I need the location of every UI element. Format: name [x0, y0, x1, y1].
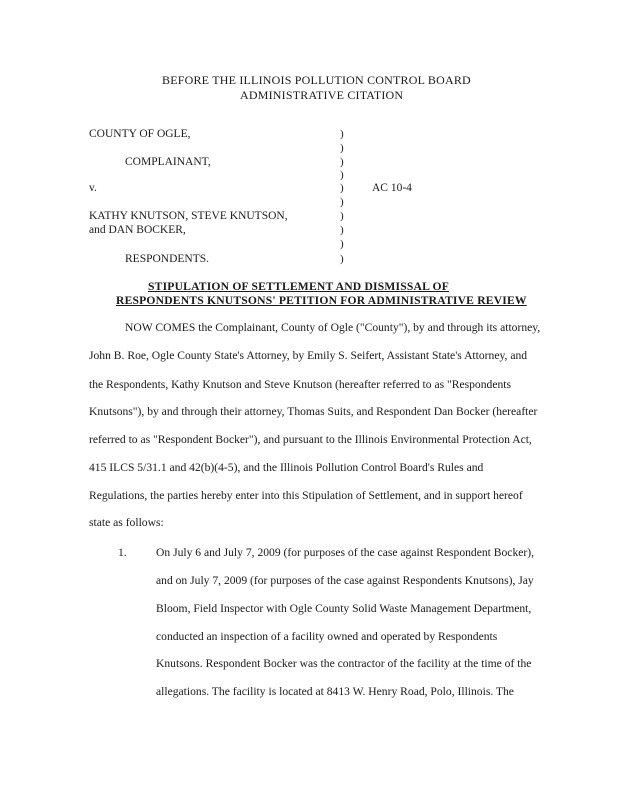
paragraph-number: 1.: [118, 546, 127, 559]
paragraph-line: On July 6 and July 7, 2009 (for purposes of the case against Respondent Bocker),: [156, 546, 535, 559]
document-title-line-2: RESPONDENTS KNUTSONS' PETITION FOR ADMINISTRATIVE REVIEW: [116, 294, 527, 307]
intro-line: NOW COMES the Complainant, County of Ogle ("County"), by and through its attorney,: [125, 321, 541, 334]
caption-paren: ): [340, 182, 344, 194]
caption-respondents-label: RESPONDENTS.: [125, 253, 210, 265]
caption-respondents-2: and DAN BOCKER,: [89, 224, 186, 236]
caption-paren: ): [340, 196, 344, 208]
caption-versus: v.: [89, 182, 97, 194]
caption-complainant: COMPLAINANT,: [125, 156, 211, 168]
intro-line: referred to as "Respondent Bocker"), and pursuant to the Illinois Environmental Protection Act,: [89, 433, 532, 446]
intro-line: Regulations, the parties hereby enter into this Stipulation of Settlement, and in support hereof: [89, 489, 523, 502]
intro-line: 415 ILCS 5/31.1 and 42(b)(4-5), and the Illinois Pollution Control Board's Rules and: [89, 461, 484, 474]
intro-line: Knutsons"), by and through their attorney, Thomas Suits, and Respondent Dan Bocker (hereafter: [89, 405, 538, 418]
caption-paren: ): [340, 210, 344, 222]
caption-paren: ): [340, 169, 344, 181]
intro-line: the Respondents, Kathy Knutson and Steve Knutson (hereafter referred to as "Respondents: [89, 378, 512, 391]
paragraph-line: allegations. The facility is located at 8413 W. Henry Road, Polo, Illinois. The: [156, 685, 514, 698]
intro-line: John B. Roe, Ogle County State's Attorney, by Emily S. Seifert, Assistant State's Attorney, and: [89, 349, 528, 362]
caption-paren: ): [340, 253, 344, 265]
paragraph-line: and on July 7, 2009 (for purposes of the case against Respondents Knutsons), Jay: [156, 574, 534, 587]
document-title-line-1: STIPULATION OF SETTLEMENT AND DISMISSAL OF: [148, 280, 449, 293]
caption-paren: ): [340, 156, 344, 168]
paragraph-line: Bloom, Field Inspector with Ogle County Solid Waste Management Department,: [156, 602, 532, 615]
case-number: AC 10-4: [372, 182, 412, 194]
heading-line-1: BEFORE THE ILLINOIS POLLUTION CONTROL BOARD: [162, 73, 471, 87]
caption-respondents-1: KATHY KNUTSON, STEVE KNUTSON,: [89, 210, 288, 222]
caption-paren: ): [340, 128, 344, 140]
caption-paren: ): [340, 224, 344, 236]
paragraph-line: Knutsons. Respondent Bocker was the contractor of the facility at the time of the: [156, 657, 532, 670]
intro-line: state as follows:: [89, 516, 164, 529]
heading-line-2: ADMINISTRATIVE CITATION: [240, 88, 404, 102]
caption-county: COUNTY OF OGLE,: [89, 128, 191, 140]
caption-paren: ): [340, 142, 344, 154]
paragraph-line: conducted an inspection of a facility owned and operated by Respondents: [156, 630, 498, 643]
caption-paren: ): [340, 238, 344, 250]
